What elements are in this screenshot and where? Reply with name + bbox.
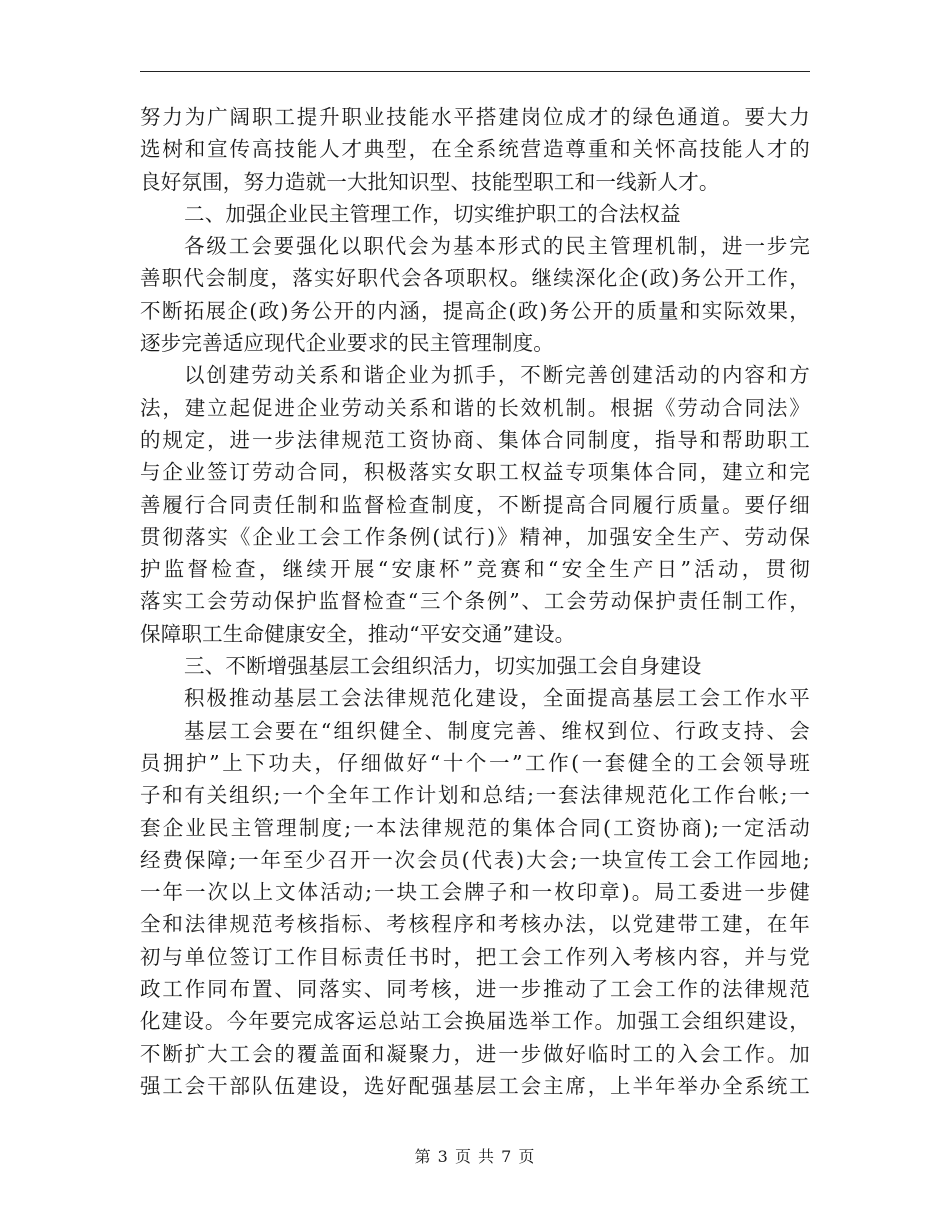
text-line: 不断拓展企(政)务公开的内涵，提高企(政)务公开的质量和实际效果， — [140, 298, 810, 323]
text-line: 努力为广阔职工提升职业技能水平搭建岗位成才的绿色通道。要大力 — [140, 105, 810, 129]
text-line: 贯彻落实《企业工会工作条例(试行)》精神，加强安全生产、劳动保 — [140, 524, 810, 549]
text-line: 保障职工生命健康安全，推动“平安交通”建设。 — [140, 621, 576, 646]
text-line: 逐步完善适应现代企业要求的民主管理制度。 — [140, 331, 554, 356]
text-line: 经费保障;一年至少召开一次会员(代表)大会;一块宣传工会工作园地; — [140, 847, 810, 872]
text-line: 一年一次以上文体活动;一块工会牌子和一枚印章)。局工委进一步健 — [140, 880, 810, 905]
text-line: 善职代会制度，落实好职代会各项职权。继续深化企(政)务公开工作， — [140, 266, 810, 291]
text-line: 政工作同布置、同落实、同考核，进一步推动了工会工作的法律规范 — [140, 977, 810, 1002]
text-line: 强工会干部队伍建设，选好配强基层工会主席，上半年举办全系统工 — [140, 1073, 810, 1098]
text-line: 不断扩大工会的覆盖面和凝聚力，进一步做好临时工的入会工作。加 — [140, 1041, 810, 1066]
text-line: 子和有关组织;一个全年工作计划和总结;一套法律规范化工作台帐;一 — [140, 783, 810, 808]
header-divider — [140, 71, 810, 72]
text-line: 善履行合同责任制和监督检查制度，不断提高合同履行质量。要仔细 — [140, 492, 810, 517]
text-line: 三、不断增强基层工会组织活力，切实加强工会自身建设 — [184, 654, 702, 679]
document-body — [140, 101, 810, 1102]
text-line: 积极推动基层工会法律规范化建设，全面提高基层工会工作水平 — [184, 686, 810, 711]
text-line: 各级工会要强化以职代会为基本形式的民主管理机制，进一步完 — [184, 234, 810, 259]
text-line: 以创建劳动关系和谐企业为抓手，不断完善创建活动的内容和方 — [184, 363, 810, 388]
text-line: 员拥护”上下功夫，仔细做好“十个一”工作(一套健全的工会领导班 — [140, 750, 810, 775]
text-line: 选树和宣传高技能人才典型，在全系统营造尊重和关怀高技能人才的 — [140, 137, 810, 162]
text-line: 初与单位签订工作目标责任书时，把工会工作列入考核内容，并与党 — [140, 944, 810, 969]
text-line: 套企业民主管理制度;一本法律规范的集体合同(工资协商);一定活动 — [140, 815, 810, 840]
text-line: 的规定，进一步法律规范工资协商、集体合同制度，指导和帮助职工 — [140, 427, 810, 452]
text-line: 良好氛围，努力造就一大批知识型、技能型职工和一线新人才。 — [140, 169, 720, 194]
text-line: 化建设。今年要完成客运总站工会换届选举工作。加强工会组织建设， — [140, 1009, 810, 1034]
page-number-footer: 第 3 页 共 7 页 — [414, 1147, 536, 1166]
text-line: 与企业签订劳动合同，积极落实女职工权益专项集体合同，建立和完 — [140, 460, 810, 485]
text-line: 二、加强企业民主管理工作，切实维护职工的合法权益 — [184, 201, 681, 226]
text-line: 护监督检查，继续开展“安康杯”竞赛和“安全生产日”活动，贯彻 — [140, 557, 810, 582]
text-line: 法，建立起促进企业劳动关系和谐的长效机制。根据《劳动合同法》 — [140, 395, 810, 420]
text-line: 基层工会要在“组织健全、制度完善、维权到位、行政支持、会 — [184, 718, 810, 743]
text-line: 全和法律规范考核指标、考核程序和考核办法，以党建带工建，在年 — [140, 912, 810, 937]
text-line: 落实工会劳动保护监督检查“三个条例”、工会劳动保护责任制工作， — [140, 589, 810, 614]
